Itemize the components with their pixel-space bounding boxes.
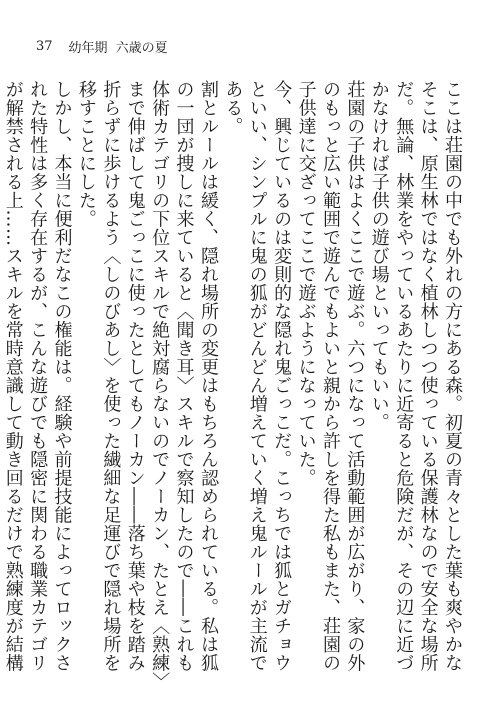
paragraph: 今、興じているのは変則的な隠れ鬼ごっこだ。こっちでは狐とガチョウといい、シンプルに鬼の狐がどんどん増えていく増え鬼ルールが主流である。	[222, 80, 293, 672]
running-header	[36, 36, 168, 56]
paragraph: 荘園の子供はよくここで遊ぶ。六つになって活動範囲が広がり、家の外のもっと広い範囲で遊んでもよいと親から許しを得た私もまた、荘園の子供達に交ざってここで遊ぶようになっていた。	[295, 80, 366, 672]
chapter-title: 幼年期	[68, 40, 108, 56]
vertical-body-text	[2, 80, 464, 690]
paragraph: 割とルールは緩く、隠れ場所の変更はもちろん認められている。私は狐の一団が捜しに来ていると〈聞き耳〉スキルで察知したので――これも体術カテゴリの下位スキルで絶対腐らないのでノーカン、たとえ〈熟練〉まで伸ばして鬼ごっこに使ったとしてもノーカン――落ち葉や枝を踏み折らずに歩けるよう〈しのびあし〉を使った繊細な足運びで隠れ場所を移すことにした。	[75, 80, 219, 682]
paragraph: しかし、本当に便利だなこの権能は。経験や前提技能によってロックされた特性は多く存在するが、こんな遊びでも隠密に関わる職業カテゴリが解禁される上……スキルを常時意識して動き回るだけで熟練度が結構	[2, 80, 73, 672]
paragraph: ここは荘園の中でも外れの方にある森。初夏の青々とした葉も爽やかなそこは、原生林ではなく植林しつつ使っている保護林なので安全な場所だ。無論、林業をやっているあたりに近寄ると危険だが、その辺に近づかなければ子供の遊び場といってもいい。	[368, 80, 463, 672]
page-number: 37	[36, 38, 53, 54]
section-title: 六歳の夏	[115, 40, 168, 56]
